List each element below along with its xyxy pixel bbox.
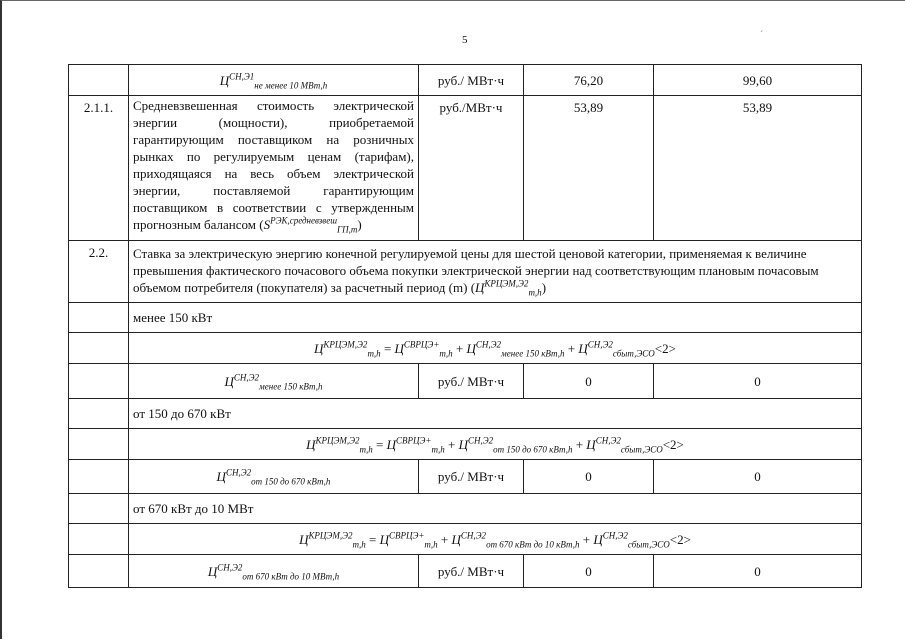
- formula-superscript: КРЦЭМ,Э2: [323, 339, 368, 350]
- subsection-title: от 670 кВт до 10 МВт: [129, 494, 862, 524]
- plus-sign: +: [455, 340, 464, 356]
- formula-cell: [129, 333, 862, 364]
- unit-cell: руб./ МВт·ч: [419, 460, 524, 494]
- price-symbol: Ц: [219, 72, 230, 88]
- section-description: [129, 241, 862, 303]
- subsection-title: от 150 до 670 кВт: [129, 399, 862, 429]
- price-symbol: Ц: [394, 340, 404, 356]
- indicator-subscript: от 150 до 670 кВт,h: [251, 476, 331, 487]
- row-number-cell: [69, 303, 129, 333]
- row-number-cell: [69, 494, 129, 524]
- plus-sign: +: [447, 436, 456, 452]
- section-text: Ставка за электрическую энергию конечной регулируемой цены для шестой ценовой категории, применяемая к величине превышения фактического почасового объема покупки электрической энергии над соответствующим плановым почасовым объемом потребителя (покупателя) за расчетный период (m) (: [133, 246, 819, 295]
- plus-sign: +: [440, 531, 449, 547]
- rate-subscript: m,h: [528, 287, 542, 298]
- formula-subscript: m,h: [352, 539, 366, 550]
- unit-cell: руб./ МВт·ч: [419, 65, 524, 96]
- value-cell: 99,60: [654, 65, 862, 96]
- value-cell: 0: [524, 460, 654, 494]
- price-symbol: Ц: [299, 531, 309, 547]
- row-number-cell: [69, 333, 129, 364]
- plus-sign: +: [567, 340, 576, 356]
- table-row: [69, 333, 862, 364]
- table-row: [69, 524, 862, 555]
- formula-superscript: СН,Э2: [595, 435, 621, 446]
- row-number-cell: [69, 399, 129, 429]
- formula-subscript: m,h: [424, 539, 438, 550]
- indicator-superscript: СН,Э1: [229, 71, 255, 82]
- price-symbol: Ц: [466, 340, 476, 356]
- price-symbol: Ц: [379, 531, 389, 547]
- price-symbol: Ц: [224, 373, 234, 389]
- formula-cell: [129, 429, 862, 460]
- equals-sign: =: [368, 531, 377, 547]
- formula-subscript: m,h: [439, 348, 453, 359]
- price-symbol: Ц: [386, 436, 396, 452]
- cost-superscript: РЭК,средневзвеш: [270, 215, 337, 226]
- price-symbol: Ц: [314, 340, 324, 356]
- table-row: [69, 364, 862, 399]
- price-symbol: Ц: [306, 436, 316, 452]
- table-row: [69, 303, 862, 333]
- closing-paren: ): [357, 217, 362, 232]
- indicator-subscript: менее 150 кВт,h: [259, 381, 323, 392]
- formula-subscript: от 670 кВт до 10 кВт,h: [486, 539, 580, 550]
- value-cell: 0: [654, 555, 862, 588]
- value-cell: 0: [524, 364, 654, 399]
- unit-cell: руб./МВт·ч: [419, 96, 524, 241]
- price-symbol: Ц: [578, 340, 588, 356]
- formula-subscript: менее 150 кВт,h: [501, 348, 565, 359]
- footnote-ref: <2>: [669, 531, 691, 547]
- description-line: Средневзвешенная стоимость электрической: [133, 98, 414, 113]
- price-symbol: Ц: [593, 531, 603, 547]
- equals-sign: =: [383, 340, 392, 356]
- formula-subscript: m,h: [431, 444, 445, 455]
- row-number: 2.1.1.: [69, 96, 129, 241]
- price-symbol: Ц: [207, 563, 218, 579]
- indicator-formula-cell: [129, 555, 419, 588]
- row-number-cell: [69, 429, 129, 460]
- description-line: рынках по регулируемым ценам (тарифам),: [133, 149, 414, 164]
- description-line: приходящаяся на весь объем электрической: [133, 166, 414, 181]
- formula-superscript: СН,Э2: [602, 530, 628, 541]
- table-row: [69, 494, 862, 524]
- indicator-subscript: не менее 10 МВт,h: [254, 80, 328, 91]
- description-last-line: [133, 216, 414, 233]
- description-line: энергии (мощности), приобретаемой: [133, 115, 414, 130]
- formula-superscript: КРЦЭМ,Э2: [308, 530, 353, 541]
- value-cell: 76,20: [524, 65, 654, 96]
- table-row: [69, 241, 862, 303]
- formula-superscript: КРЦЭМ,Э2: [315, 435, 360, 446]
- value-cell: 53,89: [524, 96, 654, 241]
- table-row: [69, 399, 862, 429]
- price-symbol: Ц: [586, 436, 596, 452]
- formula-superscript: СВРЦЭ+: [388, 530, 425, 541]
- footnote-ref: <2>: [654, 340, 676, 356]
- row-number: 2.2.: [69, 241, 129, 303]
- formula-superscript: СВРЦЭ+: [396, 435, 432, 446]
- indicator-superscript: СН,Э2: [233, 372, 260, 383]
- price-symbol: Ц: [216, 469, 226, 484]
- price-symbol: Ц: [458, 436, 468, 452]
- formula-superscript: СВРЦЭ+: [403, 339, 440, 350]
- plus-sign: +: [582, 531, 591, 547]
- indicator-formula-cell: [129, 364, 419, 399]
- row-number-cell: [69, 460, 129, 494]
- description-cell: [129, 96, 419, 241]
- page-number: 5: [462, 34, 468, 46]
- description-line: энергии, поставляемой гарантирующим: [133, 183, 414, 198]
- footnote-ref: <2>: [662, 436, 684, 452]
- description-line: поставщиком в соответствии с утвержденным: [133, 200, 414, 215]
- formula-superscript: СН,Э2: [460, 530, 487, 541]
- indicator-formula-cell: [129, 65, 419, 96]
- unit-cell: руб./ МВт·ч: [419, 555, 524, 588]
- formula-subscript: сбыт,ЭСО: [627, 539, 670, 550]
- table-row: [69, 429, 862, 460]
- formula-subscript: m,h: [359, 444, 373, 455]
- formula-superscript: СН,Э2: [587, 339, 613, 350]
- value-cell: 53,89: [654, 96, 862, 241]
- description-line: гарантирующим поставщиком на розничных: [133, 132, 414, 147]
- price-symbol: Ц: [475, 280, 485, 295]
- indicator-superscript: СН,Э2: [217, 562, 243, 573]
- cost-subscript: ГП,m: [336, 224, 358, 235]
- cost-symbol: S: [263, 217, 271, 232]
- tariff-table: [68, 64, 862, 588]
- row-number-cell: [69, 555, 129, 588]
- value-cell: 0: [654, 364, 862, 399]
- row-number-cell: [69, 524, 129, 555]
- formula-subscript: от 150 до 670 кВт,h: [493, 444, 573, 455]
- indicator-superscript: СН,Э2: [225, 467, 252, 478]
- indicator-subscript: от 670 кВт до 10 МВт,h: [242, 571, 340, 582]
- formula-superscript: СН,Э2: [467, 435, 494, 446]
- value-cell: 0: [524, 555, 654, 588]
- unit-cell: руб./ МВт·ч: [419, 364, 524, 399]
- plus-sign: +: [575, 436, 584, 452]
- row-number-cell: [69, 364, 129, 399]
- description-text: прогнозным балансом (: [133, 217, 264, 232]
- table-row: [69, 460, 862, 494]
- formula-superscript: СН,Э2: [475, 339, 502, 350]
- formula-subscript: m,h: [367, 348, 381, 359]
- scan-mark: ´: [760, 30, 764, 41]
- formula-subscript: сбыт,ЭСО: [620, 444, 663, 455]
- subsection-title: менее 150 кВт: [129, 303, 862, 333]
- table-row: [69, 65, 862, 96]
- formula-cell: [129, 524, 862, 555]
- formula-subscript: сбыт,ЭСО: [612, 348, 655, 359]
- indicator-formula-cell: [129, 460, 419, 494]
- closing-paren: ): [541, 280, 547, 295]
- rate-superscript: КРЦЭМ,Э2: [484, 278, 529, 289]
- table-row: [69, 96, 862, 241]
- value-cell: 0: [654, 460, 862, 494]
- equals-sign: =: [376, 436, 384, 452]
- row-number-cell: [69, 65, 129, 96]
- table-row: [69, 555, 862, 588]
- price-symbol: Ц: [451, 531, 461, 547]
